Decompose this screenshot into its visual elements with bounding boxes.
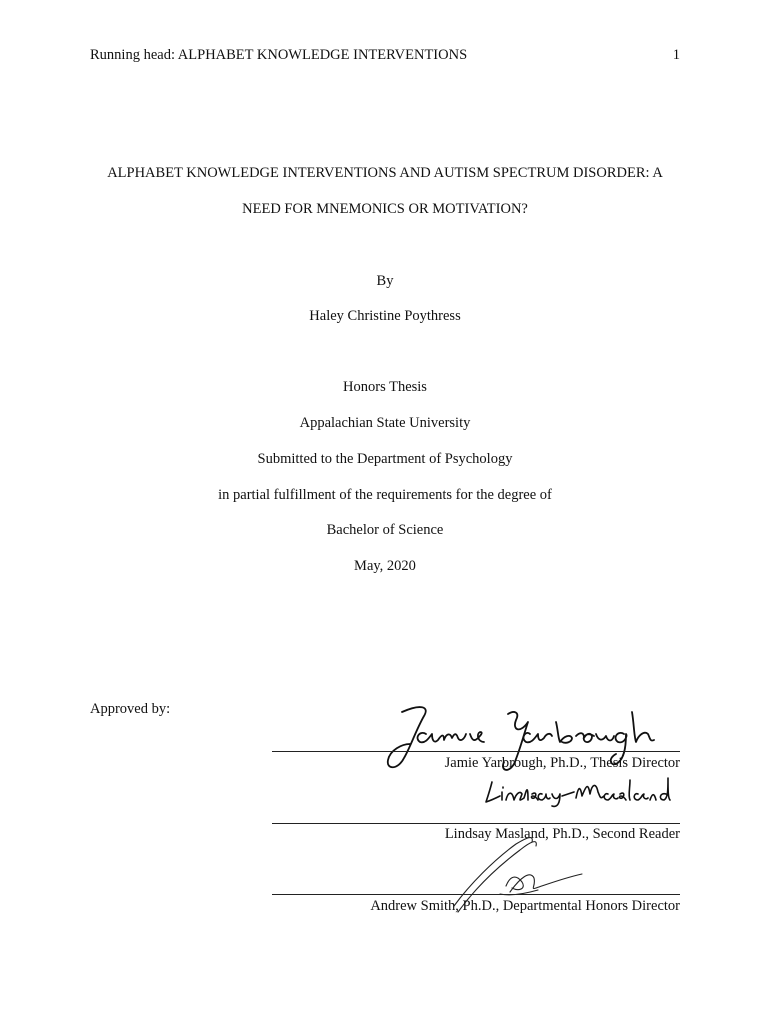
signature-line-1 xyxy=(272,751,680,752)
title-line-2: NEED FOR MNEMONICS OR MOTIVATION? xyxy=(242,201,528,217)
signature-line-2 xyxy=(272,823,680,824)
signature-line-3 xyxy=(272,894,680,895)
running-head: Running head: ALPHABET KNOWLEDGE INTERVENTIONS xyxy=(90,47,468,63)
by-label: By xyxy=(376,273,394,289)
date: May, 2020 xyxy=(354,558,416,574)
requirement-text: in partial fulfillment of the requirements for the degree of xyxy=(218,487,552,503)
signatory-title-2: Lindsay Masland, Ph.D., Second Reader xyxy=(444,826,680,842)
signature-lindsay-masland xyxy=(482,776,672,810)
author-name: Haley Christine Poythress xyxy=(309,308,461,324)
page-number: 1 xyxy=(672,47,680,63)
thesis-type: Honors Thesis xyxy=(343,379,427,395)
approved-by-label: Approved by: xyxy=(90,701,171,717)
department: Submitted to the Department of Psychology xyxy=(257,451,513,467)
degree: Bachelor of Science xyxy=(326,522,444,538)
title-line-1: ALPHABET KNOWLEDGE INTERVENTIONS AND AUTISM SPECTRUM DISORDER: A xyxy=(107,165,663,181)
signatory-title-3: Andrew Smith, Ph.D., Departmental Honors Director xyxy=(370,898,680,914)
signatory-title-1: Jamie Yarbrough, Ph.D., Thesis Director xyxy=(444,755,680,771)
university: Appalachian State University xyxy=(299,415,471,431)
